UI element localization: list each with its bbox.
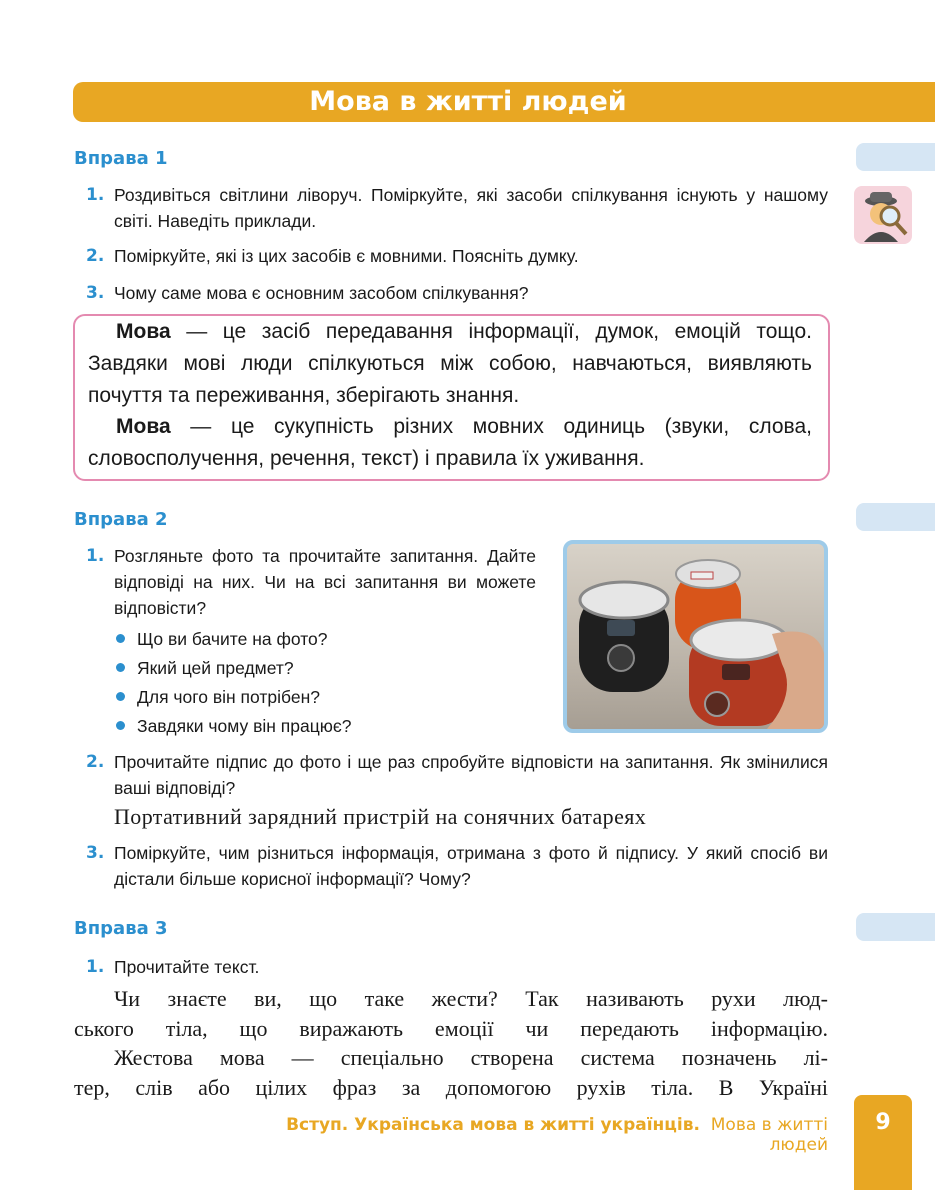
footer-topic: Мова в житті людей — [710, 1115, 828, 1155]
side-tab — [856, 503, 935, 531]
reading-text-line: тер, слів або цілих фраз за допомогою рухів тіла. В Україні — [74, 1075, 828, 1100]
exercise-2-heading: Вправа 2 — [74, 509, 168, 530]
footer-chapter: Вступ. Українська мова в житті українців. — [286, 1115, 700, 1135]
exercise-2-item-3: Поміркуйте, чим різниться інформація, отримана з фото й підпису. У який спосіб ви дістали більше корисної інформації? Чому? — [114, 843, 828, 889]
item-number: 3. — [86, 843, 105, 863]
rule-definition: — це сукупність різних мовних одиниць (звуки, слова, словосполучення, речення, текст) і правила їх уживання. — [88, 415, 812, 470]
item-number: 1. — [86, 957, 105, 977]
rule-paragraph-1 — [88, 316, 812, 412]
exercise-3-heading: Вправа 3 — [74, 918, 168, 939]
question-bullet: Який цей предмет? — [137, 658, 294, 678]
bullet-icon — [116, 634, 125, 643]
question-bullet: Що ви бачите на фото? — [137, 629, 328, 649]
item-number: 2. — [86, 246, 105, 266]
footer-section — [250, 1115, 828, 1155]
bullet-icon — [116, 692, 125, 701]
detective-icon — [854, 186, 912, 244]
question-bullet: Для чого він потрібен? — [137, 687, 320, 707]
reading-text-line: Жестова мова — спеціально створена система позначень лі- — [114, 1045, 828, 1070]
rule-paragraph-2 — [88, 411, 812, 475]
exercise-2-item-1: Розгляньте фото та прочитайте запитання. Дайте відповіді на них. Чи на всі запитання ви можете відповісти? — [114, 546, 536, 618]
reading-text-line: Чи знаєте ви, що таке жести? Так називають рухи люд- — [114, 986, 828, 1011]
page-number: 9 — [875, 1110, 891, 1135]
side-tab — [856, 143, 935, 171]
exercise-1-item-2: Поміркуйте, які із цих засобів є мовними. Поясніть думку. — [114, 246, 579, 266]
item-number: 2. — [86, 752, 105, 772]
exercise-2-item-2: Прочитайте підпис до фото і ще раз спробуйте відповісти на запитання. Як змінилися ваші відповіді? — [114, 752, 828, 798]
item-number: 1. — [86, 546, 105, 566]
side-tab — [856, 913, 935, 941]
exercise-1-item-3: Чому саме мова є основним засобом спілкування? — [114, 283, 529, 303]
rule-term: Мова — [116, 320, 171, 343]
exercise-3-item-1: Прочитайте текст. — [114, 957, 260, 977]
bullet-icon — [116, 663, 125, 672]
bullet-icon — [116, 721, 125, 730]
solar-speaker-photo — [563, 540, 828, 733]
item-number: 3. — [86, 283, 105, 303]
item-number: 1. — [86, 185, 105, 205]
reading-text-line: ського тіла, що виражають емоції чи передають інформацію. — [74, 1016, 828, 1041]
exercise-1-item-1: Роздивіться світлини ліворуч. Поміркуйте, які засоби спілкування існують у нашому світі. Наведіть приклади. — [114, 185, 828, 231]
rule-definition: — це засіб передавання інформації, думок, емоцій тощо. Завдяки мові люди спілкуються між собою, навчаються, виявляють почуття та переживання, зберігають знання. — [88, 320, 812, 407]
photo-caption: Портативний зарядний пристрій на сонячних батареях — [114, 804, 647, 829]
rule-term: Мова — [116, 415, 171, 438]
question-bullet: Завдяки чому він працює? — [137, 716, 352, 736]
exercise-1-heading: Вправа 1 — [74, 148, 168, 169]
page-title: Мова в житті людей — [309, 86, 627, 117]
